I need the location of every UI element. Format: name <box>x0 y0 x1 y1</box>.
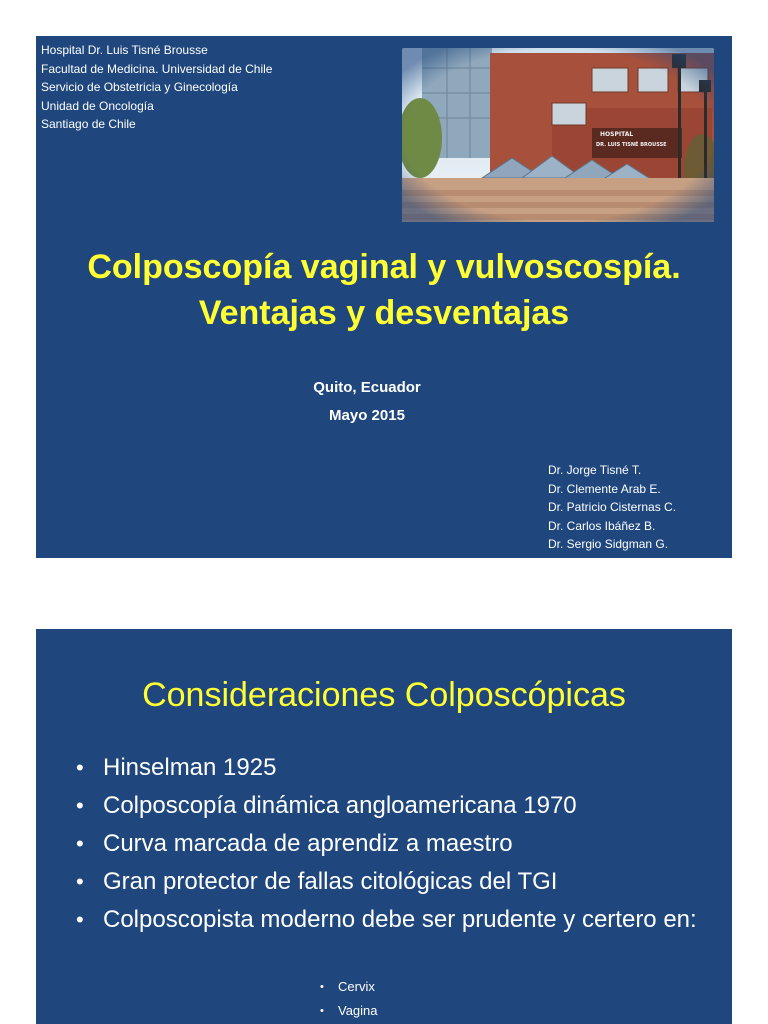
bullet-icon: • <box>76 869 84 894</box>
bullet-text: Hinselman 1925 <box>103 754 277 781</box>
date-text: Mayo 2015 <box>329 407 405 424</box>
title-line: Colposcopía vaginal y vulvoscospía. <box>87 248 681 286</box>
place-text: Quito, Ecuador <box>313 379 421 396</box>
institution-line: Hospital Dr. Luis Tisné Brousse <box>41 43 208 57</box>
author-name: Dr. Jorge Tisné T. <box>548 463 642 477</box>
venue-block <box>36 374 698 430</box>
presentation-title <box>36 244 732 336</box>
bullet-icon: • <box>76 907 84 932</box>
sub-bullet-text: Vagina <box>338 1003 378 1018</box>
bullet-text: Colposcopista moderno debe ser prudente y certero en: <box>103 906 697 933</box>
bullet-list <box>76 753 716 943</box>
institution-line: Facultad de Medicina. Universidad de Chile <box>41 61 273 76</box>
bullet-text: Gran protector de fallas citológicas del TGI <box>103 868 558 895</box>
bullet-icon: • <box>76 793 84 818</box>
list-item <box>76 753 716 782</box>
bullet-icon: • <box>320 981 324 993</box>
institution-line: Servicio de Obstetricia y Ginecología <box>41 80 238 94</box>
sub-bullet-text: Cervix <box>338 979 375 994</box>
bullet-text: Curva marcada de aprendiz a maestro <box>103 830 513 857</box>
authors-list <box>548 461 676 554</box>
list-item <box>320 975 378 999</box>
institution-line: Santiago de Chile <box>41 117 136 131</box>
hospital-photo <box>402 48 714 222</box>
list-item <box>76 867 716 896</box>
bullet-icon: • <box>76 755 84 780</box>
author-name: Dr. Patricio Cisternas C. <box>548 500 677 514</box>
institution-line: Unidad de Oncología <box>41 98 154 113</box>
author-name: Dr. Carlos Ibáñez B. <box>548 518 656 533</box>
bullet-icon: • <box>320 1005 324 1017</box>
slide-heading: Consideraciones Colposcópicas <box>142 676 626 714</box>
list-item <box>76 791 716 820</box>
title-line: Ventajas y desventajas <box>198 294 570 332</box>
list-item <box>76 905 716 934</box>
list-item <box>76 829 716 858</box>
author-name: Dr. Clemente Arab E. <box>548 481 661 496</box>
institution-block <box>41 41 272 134</box>
author-name: Dr. Sergio Sidgman G. <box>548 537 669 551</box>
slide-title <box>36 36 732 558</box>
list-item <box>320 999 378 1023</box>
sub-bullet-list <box>320 975 378 1023</box>
slide-considerations <box>36 629 732 1024</box>
bullet-icon: • <box>76 831 84 856</box>
bullet-text: Colposcopía dinámica angloamericana 1970 <box>103 792 577 819</box>
